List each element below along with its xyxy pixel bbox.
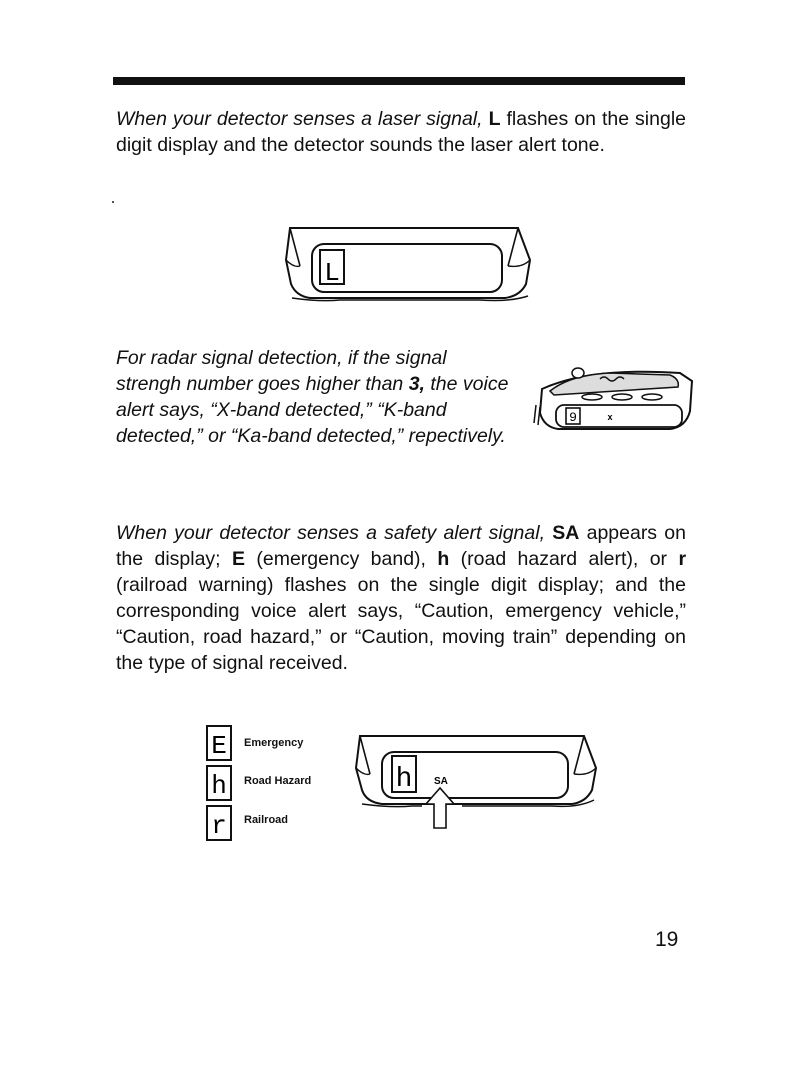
legend-label-emergency: Emergency [244,737,304,749]
safety-h: h [437,548,450,570]
safety-text-1: appears on the display; [116,522,686,570]
laser-display-figure [280,222,540,304]
safety-display-figure [352,730,602,835]
legend-glyph-road-hazard: h [211,771,227,801]
radar-text-a: For radar signal detection, if the signal strengh number goes higher than [116,347,447,395]
laser-lead: When your detector senses a laser signal, [116,108,483,130]
laser-tail: flashes on the single digit display and the detector sounds the laser alert tone. [116,108,686,156]
safety-text-2: (emergency band), [256,548,426,570]
detector-unit-figure [530,365,700,437]
radar-number: 3, [408,373,425,395]
legend-label-road-hazard: Road Hazard [244,775,312,787]
safety-display-glyph: h [395,764,413,795]
legend-glyph-emergency: E [211,731,227,761]
speck [112,201,114,203]
header-rule [113,77,685,85]
safety-text-4: (railroad warning) flashes on the single digit display; and the corresponding voice alert says, “Caution, emergency vehicle,” “Caution, road hazard,” or “Caution, moving train” depending on the type of signal received. [116,574,686,674]
detector-display-mark: x [607,412,613,422]
detector-display-glyph: 9 [569,410,577,425]
radar-paragraph [116,345,511,449]
safety-sa: SA [552,522,580,544]
safety-display-indicator: SA [434,776,448,787]
page-number: 19 [655,928,679,951]
laser-code: L [488,108,501,130]
radar-text-b: the voice alert says, “X-band detected,” “K-band detected,” or “Ka-band detected,” repectively. [116,373,509,447]
safety-text-3: (road hazard alert), or [460,548,668,570]
laser-paragraph [116,106,686,158]
legend-label-railroad: Railroad [244,814,289,826]
safety-paragraph [116,520,686,676]
safety-e: E [231,548,245,570]
laser-display-glyph: L [324,258,340,288]
legend-glyph-railroad: r [211,811,227,841]
legend-glyphs [203,722,239,848]
safety-r: r [678,548,687,570]
safety-lead: When your detector senses a safety alert signal, [116,522,545,544]
